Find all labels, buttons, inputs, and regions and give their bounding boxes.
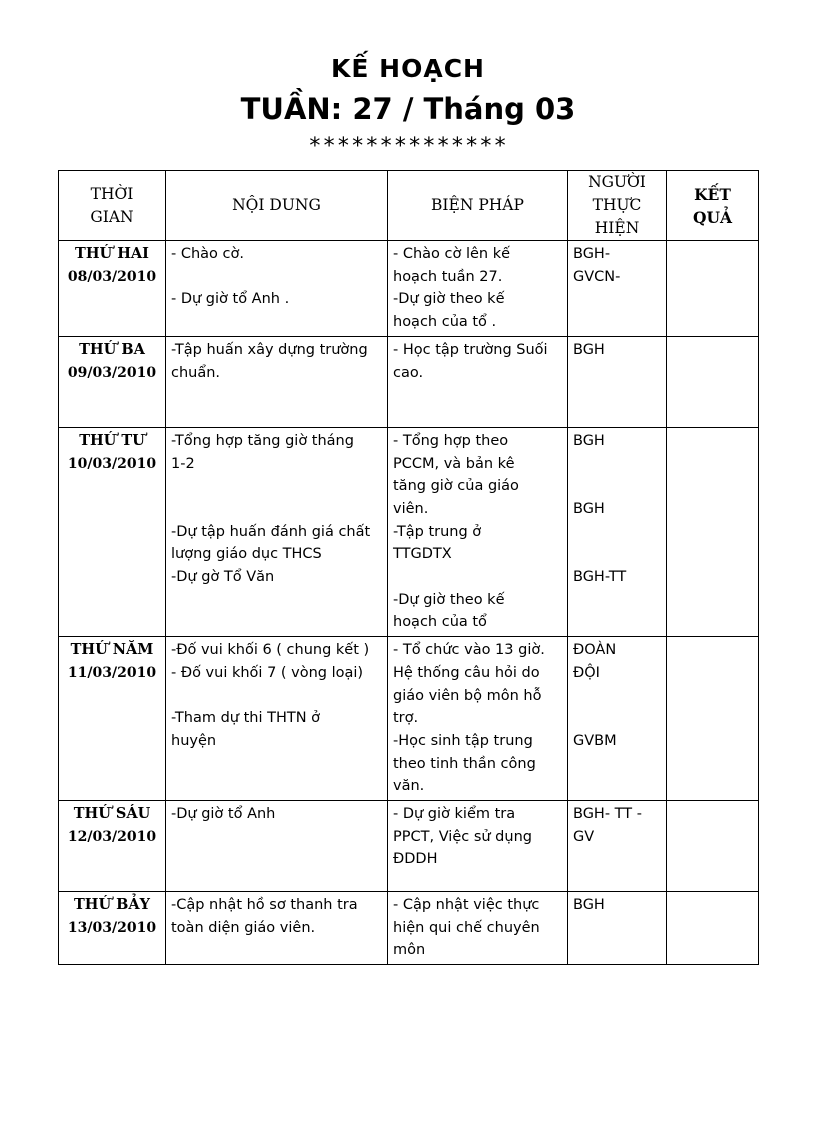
- day-name: THỨ BA: [79, 340, 145, 358]
- cell-line: - Dự giờ tổ Anh .: [171, 291, 290, 308]
- measure-cell: [388, 241, 568, 337]
- cell-line: BGH-TT: [573, 568, 627, 585]
- cell-line: BGH: [573, 341, 605, 358]
- col-header-person: [568, 171, 667, 241]
- document-title: KẾ HOẠCH: [331, 54, 485, 83]
- day-date: 13/03/2010: [67, 919, 157, 936]
- cell-line: hoạch tuần 27.: [393, 268, 503, 285]
- cell-line: -Dự giờ theo kế: [393, 291, 505, 308]
- cell-line: -Dự tập huấn đánh giá chất: [171, 523, 371, 540]
- col-header-result: [667, 171, 759, 241]
- col-header-person-line: HIỆN: [594, 219, 640, 237]
- weekly-plan-table: [58, 170, 759, 965]
- cell-line: Hệ thống câu hỏi do: [393, 664, 540, 681]
- cell-line: -Tổng hợp tăng giờ tháng: [171, 432, 354, 449]
- col-header-person-line: THỰC: [592, 196, 642, 214]
- content-cell: [166, 892, 388, 965]
- result-cell: [667, 801, 759, 892]
- blank-line: [573, 543, 661, 566]
- col-header-result-line: QUẢ: [692, 207, 733, 227]
- cell-line: - Chào cờ.: [171, 246, 244, 262]
- day-date: 08/03/2010: [67, 268, 157, 285]
- cell-line: hiện qui chế chuyên: [393, 919, 540, 936]
- col-header-content: NỘI DUNG: [166, 171, 388, 241]
- stars-divider: **************: [308, 134, 508, 159]
- cell-line: PCCM, và bản kê: [393, 455, 515, 472]
- cell-line: BGH: [573, 500, 605, 517]
- cell-line: BGH-: [573, 246, 611, 262]
- day-date: 09/03/2010: [67, 364, 157, 381]
- table-row: [59, 427, 759, 636]
- cell-line: lượng giáo dục THCS: [171, 546, 322, 563]
- cell-line: - Đố vui khối 7 ( vòng loại): [171, 664, 364, 681]
- cell-line: 1-2: [171, 455, 195, 472]
- cell-line: -Học sinh tập trung: [393, 732, 533, 749]
- result-cell: [667, 336, 759, 427]
- cell-line: môn: [393, 942, 426, 959]
- measure-cell: [388, 427, 568, 636]
- cell-line: -Tập huấn xây dựng trường: [171, 341, 368, 358]
- day-name: THỨ BẢY: [73, 896, 151, 914]
- cell-line: - Tổng hợp theo: [393, 432, 509, 449]
- table-row: [59, 241, 759, 337]
- cell-line: -Cập nhật hồ sơ thanh tra: [171, 897, 358, 914]
- table-header-row: [59, 171, 759, 241]
- content-cell: [166, 336, 388, 427]
- table-row: [59, 336, 759, 427]
- cell-line: viên.: [393, 500, 429, 517]
- cell-line: - Tổ chức vào 13 giờ.: [393, 642, 545, 659]
- cell-line: -Đố vui khối 6 ( chung kết ): [171, 642, 370, 659]
- cell-line: - Học tập trường Suối: [393, 341, 548, 358]
- cell-line: hoạch của tổ: [393, 614, 487, 631]
- person-cell: [568, 892, 667, 965]
- day-cell: [59, 427, 166, 636]
- cell-line: tăng giờ của giáo: [393, 478, 519, 495]
- day-cell: [59, 892, 166, 965]
- week-heading: TUẦN: 27 / Tháng 03: [240, 92, 576, 126]
- cell-line: GVBM: [573, 732, 617, 749]
- person-cell: [568, 336, 667, 427]
- table-row: [59, 801, 759, 892]
- blank-line: [393, 566, 562, 589]
- day-name: THỨ SÁU: [73, 805, 151, 823]
- measure-cell: [388, 801, 568, 892]
- cell-line: ĐOÀN: [573, 642, 617, 659]
- content-cell: [166, 637, 388, 801]
- blank-line: [573, 707, 661, 730]
- cell-line: GVCN-: [573, 268, 621, 285]
- measure-cell: [388, 637, 568, 801]
- day-cell: [59, 336, 166, 427]
- day-name: THỨ TƯ: [79, 431, 145, 449]
- col-header-person-line: NGƯỜI: [588, 173, 646, 191]
- cell-line: BGH: [573, 432, 605, 449]
- blank-line: [573, 475, 661, 498]
- cell-line: cao.: [393, 364, 424, 381]
- table-row: [59, 892, 759, 965]
- person-cell: [568, 801, 667, 892]
- result-cell: [667, 637, 759, 801]
- cell-line: -Tham dự thi THTN ở: [171, 710, 321, 727]
- cell-line: GV: [573, 828, 595, 845]
- cell-line: TTGDTX: [393, 546, 452, 563]
- cell-line: chuẩn.: [171, 364, 221, 381]
- cell-line: BGH: [573, 897, 605, 914]
- blank-line: [573, 521, 661, 544]
- cell-line: BGH- TT -: [573, 806, 642, 823]
- measure-cell: [388, 336, 568, 427]
- cell-line: giáo viên bộ môn hỗ: [393, 687, 542, 704]
- content-cell: [166, 427, 388, 636]
- blank-line: [171, 498, 382, 521]
- table-row: [59, 637, 759, 801]
- day-cell: [59, 241, 166, 337]
- result-cell: [667, 241, 759, 337]
- cell-line: PPCT, Việc sử dụng: [393, 828, 532, 845]
- col-header-time-line: GIAN: [90, 207, 134, 226]
- content-cell: [166, 241, 388, 337]
- person-cell: [568, 427, 667, 636]
- day-date: 10/03/2010: [67, 455, 157, 472]
- blank-line: [573, 453, 661, 476]
- col-header-time: [59, 171, 166, 241]
- person-cell: [568, 637, 667, 801]
- day-name: THỨ NĂM: [70, 641, 154, 659]
- cell-line: -Tập trung ở: [393, 523, 482, 540]
- cell-line: hoạch của tổ .: [393, 314, 497, 331]
- blank-line: [171, 685, 382, 708]
- cell-line: ĐDDH: [393, 851, 438, 868]
- cell-line: văn.: [393, 778, 425, 795]
- cell-line: ĐỘI: [573, 664, 600, 681]
- content-cell: [166, 801, 388, 892]
- col-header-result-line: KẾT: [694, 184, 731, 204]
- cell-line: -Dự gờ Tổ Văn: [171, 569, 275, 585]
- cell-line: -Dự giờ theo kế: [393, 591, 505, 608]
- day-cell: [59, 637, 166, 801]
- cell-line: - Chào cờ lên kế: [393, 246, 511, 262]
- person-cell: [568, 241, 667, 337]
- blank-line: [171, 475, 382, 498]
- day-date: 11/03/2010: [67, 664, 157, 681]
- day-date: 12/03/2010: [67, 828, 157, 845]
- day-name: THỨ HAI: [75, 245, 149, 262]
- cell-line: - Cập nhật việc thực: [393, 897, 540, 914]
- result-cell: [667, 892, 759, 965]
- cell-line: -Dự giờ tổ Anh: [171, 806, 276, 823]
- result-cell: [667, 427, 759, 636]
- col-header-time-line: THỜI: [90, 184, 134, 203]
- day-cell: [59, 801, 166, 892]
- cell-line: toàn diện giáo viên.: [171, 919, 316, 936]
- col-header-measure: BIỆN PHÁP: [388, 171, 568, 241]
- cell-line: - Dự giờ kiểm tra: [393, 806, 516, 823]
- measure-cell: [388, 892, 568, 965]
- cell-line: theo tinh thần công: [393, 755, 536, 772]
- cell-line: trợ.: [393, 710, 419, 727]
- cell-line: huyện: [171, 732, 217, 749]
- blank-line: [171, 266, 382, 289]
- blank-line: [573, 685, 661, 708]
